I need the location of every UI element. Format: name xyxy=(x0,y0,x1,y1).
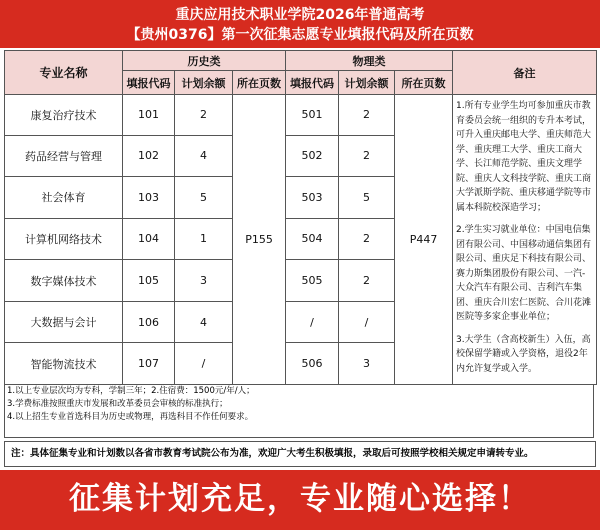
cell-history-quota: 5 xyxy=(175,177,233,219)
cell-physics-quota: 2 xyxy=(339,260,395,302)
cell-history-quota: 3 xyxy=(175,260,233,302)
col-header-history-page: 所在页数 xyxy=(233,71,286,95)
cell-physics-quota: 2 xyxy=(339,135,395,177)
cell-major: 智能物流技术 xyxy=(5,343,123,385)
group-header-history: 历史类 xyxy=(123,51,286,71)
cell-history-code: 104 xyxy=(123,218,175,260)
cell-history-code: 102 xyxy=(123,135,175,177)
col-header-history-quota: 计划余额 xyxy=(175,71,233,95)
emphasis-note: 注：具体征集专业和计划数以各省市教育考试院公布为准，欢迎广大考生积极填报，录取后可按照学校相关规定申请转专业。 xyxy=(4,441,596,467)
cell-history-quota: 4 xyxy=(175,301,233,343)
notes-block xyxy=(4,384,594,438)
note-line-2: 3.学费标准按照重庆市发展和改革委员会审核的标准执行； xyxy=(7,399,228,409)
cell-physics-quota: 2 xyxy=(339,95,395,136)
cell-history-quota: 4 xyxy=(175,135,233,177)
cell-physics-page: P447 xyxy=(395,95,453,385)
cell-history-quota: 2 xyxy=(175,95,233,136)
group-header-physics: 物理类 xyxy=(286,51,453,71)
admission-table xyxy=(4,50,597,385)
col-header-history-code: 填报代码 xyxy=(123,71,175,95)
remark-2: 2.学生实习就业单位：中国电信集团有限公司、中国移动通信集团有限公司、重庆足下科技有限公司、赛力斯集团股份有限公司、一汽-大众汽车有限公司、吉利汽车集团、重庆合川宏仁医院、合川花滩医院等多家企事业单位； xyxy=(456,225,592,322)
slogan-banner: 征集计划充足，专业随心选择！ xyxy=(0,470,600,530)
cell-physics-code: 505 xyxy=(286,260,339,302)
cell-major: 康复治疗技术 xyxy=(5,95,123,136)
cell-major: 大数据与会计 xyxy=(5,301,123,343)
title-line-2: 【贵州0376】第一次征集志愿专业填报代码及所在页数 xyxy=(126,27,474,43)
remark-cell xyxy=(453,95,597,385)
col-header-physics-quota: 计划余额 xyxy=(339,71,395,95)
cell-major: 社会体育 xyxy=(5,177,123,219)
cell-physics-code: 502 xyxy=(286,135,339,177)
cell-history-quota: / xyxy=(175,343,233,385)
cell-physics-quota: / xyxy=(339,301,395,343)
cell-history-code: 106 xyxy=(123,301,175,343)
note-line-3: 4.以上招生专业首选科目为历史或物理，再选科目不作任何要求。 xyxy=(7,412,254,422)
col-header-major: 专业名称 xyxy=(5,51,123,95)
note-line-1: 1.以上专业层次均为专科，学制三年；2.住宿费：1500元/年/人； xyxy=(7,386,255,396)
col-header-physics-code: 填报代码 xyxy=(286,71,339,95)
cell-major: 药品经营与管理 xyxy=(5,135,123,177)
title-line-1: 重庆应用技术职业学院2026年普通高考 xyxy=(175,7,425,23)
cell-history-quota: 1 xyxy=(175,218,233,260)
cell-physics-quota: 3 xyxy=(339,343,395,385)
title-banner xyxy=(0,0,600,48)
cell-physics-code: 504 xyxy=(286,218,339,260)
table-row xyxy=(5,95,597,136)
remark-3: 3.大学生（含高校新生）入伍，高校保留学籍或入学资格，退役2年内允许复学或入学。 xyxy=(456,334,591,374)
cell-physics-code: 503 xyxy=(286,177,339,219)
cell-history-code: 101 xyxy=(123,95,175,136)
cell-physics-code: 501 xyxy=(286,95,339,136)
cell-history-code: 103 xyxy=(123,177,175,219)
cell-physics-code: 506 xyxy=(286,343,339,385)
cell-history-code: 105 xyxy=(123,260,175,302)
col-header-physics-page: 所在页数 xyxy=(395,71,453,95)
cell-physics-code: / xyxy=(286,301,339,343)
cell-history-code: 107 xyxy=(123,343,175,385)
remark-1: 1.所有专业学生均可参加重庆市教育委员会统一组织的专升本考试，可升入重庆邮电大学、重庆师范大学、重庆理工大学、重庆工商大学、长江师范学院、重庆文理学院、重庆人文科技学院、重庆工商大学派斯学院、重庆移通学院等市属本科院校深造学习； xyxy=(456,101,592,213)
col-header-remark: 备注 xyxy=(453,51,597,95)
cell-history-page: P155 xyxy=(233,95,286,385)
cell-physics-quota: 2 xyxy=(339,218,395,260)
cell-major: 数字媒体技术 xyxy=(5,260,123,302)
cell-major: 计算机网络技术 xyxy=(5,218,123,260)
cell-physics-quota: 5 xyxy=(339,177,395,219)
